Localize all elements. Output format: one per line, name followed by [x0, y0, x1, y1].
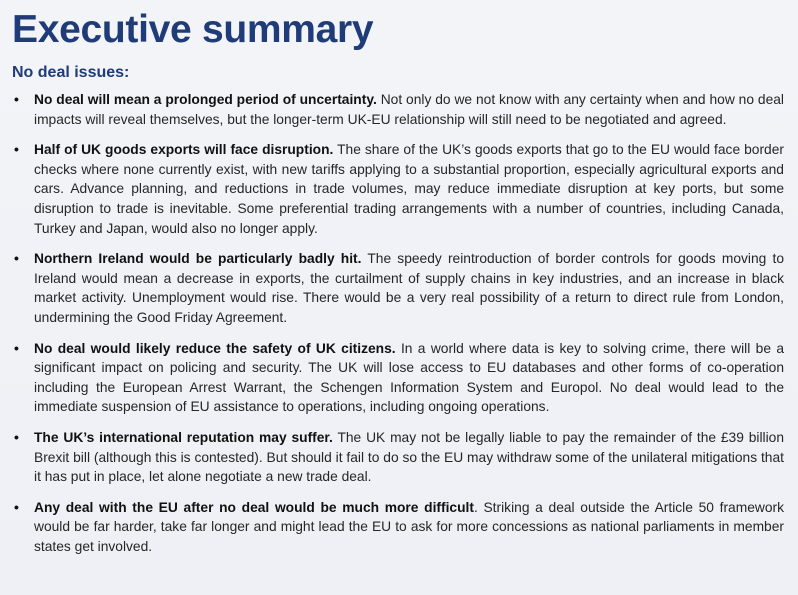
- bullet-body-text: The share of the UK’s goods exports that go to the EU would face border checks where none currently exist, with new tariffs applying to a substantial proportion, especially agricultural exports and cars. Advance planning, and reductions in trade volumes, may reduce immediate disruption at key ports, but some disruption to trade is inevitable. Some preferential trading arrangements with a number of countries, including Canada, Turkey and Japan, would also no longer apply.: [34, 142, 784, 236]
- bullet-lead-text: Any deal with the EU after no deal would be much more difficult: [34, 499, 474, 515]
- bullet-body-text: In a world where data is key to solving crime, there will be a significant impact on policing and security. The UK will lose access to EU databases and other forms of co-operation including the European Arrest Warrant, the Schengen Information System and Europol. No deal would lead to the immediate suspension of EU assistance to operations, including ongoing operations.: [34, 340, 784, 415]
- bullet-item: [12, 498, 784, 557]
- bullet-marker: •: [14, 428, 19, 445]
- bullet-body-text: The UK may not be legally liable to pay the remainder of the £39 billion Brexit bill (although this is contested). But should it fail to do so the EU may withdraw some of the unilateral mitigations that it has put in place, let alone negotiate a new trade deal.: [34, 429, 785, 485]
- bullet-body-text: The speedy reintroduction of border controls for goods moving to Ireland would mean a decrease in exports, the curtailment of supply chains in key industries, and an increase in black market activity. Unemployment would rise. There would be a very real possibility of a return to direct rule from London, undermining the Good Friday Agreement.: [34, 251, 784, 325]
- bullet-item: [12, 249, 784, 327]
- bullet-lead-text: No deal would likely reduce the safety of UK citizens.: [34, 340, 396, 356]
- bullet-lead-text: No deal will mean a prolonged period of uncertainty.: [34, 92, 377, 107]
- bullet-item: [12, 339, 784, 417]
- bullet-lead-text: The UK’s international reputation may suffer.: [34, 429, 333, 445]
- bullet-body-text: . Striking a deal outside the Article 50 framework would be far harder, take far longer and might lead the EU to ask for more concessions as national parliaments in member states get involved.: [34, 499, 785, 554]
- bullet-marker: •: [14, 141, 19, 158]
- bullet-lead-text: Northern Ireland would be particularly badly hit.: [34, 251, 362, 267]
- bullet-lead-text: Half of UK goods exports will face disruption.: [34, 142, 334, 158]
- bullet-body-text: Not only do we not know with any certainty when and how no deal impacts will reveal themselves, but the longer-term UK-EU relationship will still need to be negotiated and agreed.: [34, 92, 784, 127]
- bullet-marker: •: [14, 498, 19, 515]
- bullet-marker: •: [14, 339, 19, 356]
- bullet-marker: •: [14, 91, 19, 107]
- bullet-item: [12, 140, 784, 238]
- bullet-item: [12, 428, 784, 487]
- bullet-list: [12, 90, 784, 567]
- page-title: Executive summary: [12, 8, 374, 51]
- bullet-item: [12, 90, 784, 129]
- bullet-marker: •: [14, 250, 19, 267]
- section-subtitle: No deal issues:: [12, 64, 130, 81]
